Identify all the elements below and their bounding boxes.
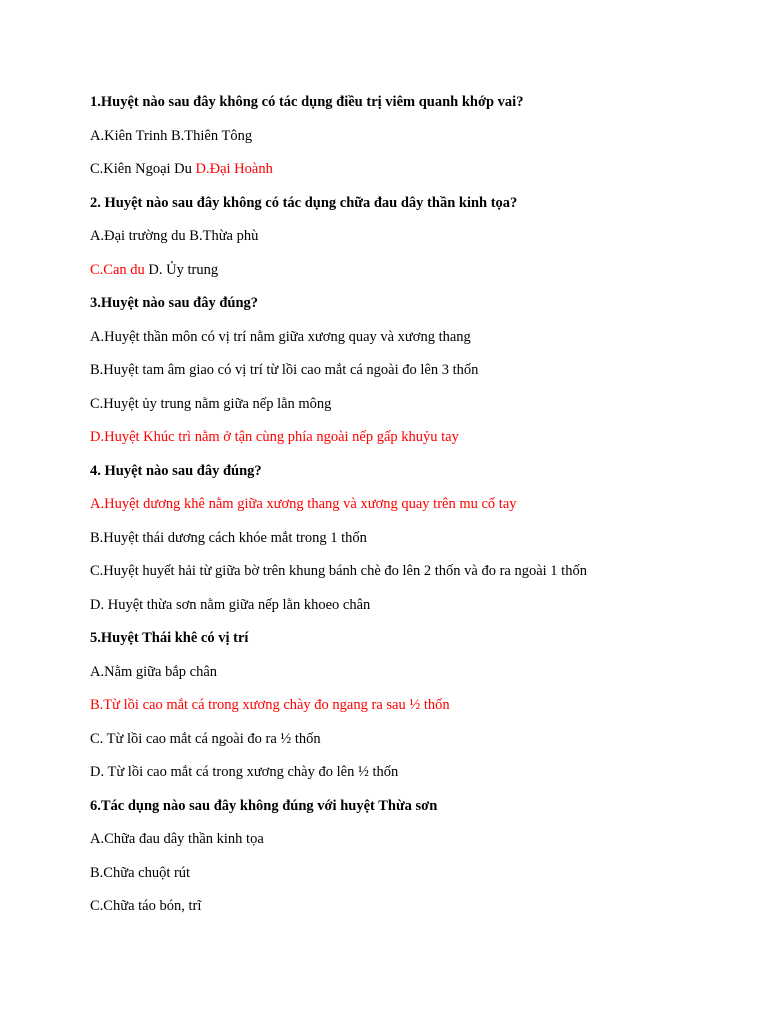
- q6-option-b: B.Chữa chuột rút: [90, 864, 191, 881]
- q3-option-a: A.Huyệt thần môn có vị trí nằm giữa xương quay và xương thang: [90, 328, 471, 345]
- question-2: 2. Huyệt nào sau đây không có tác dụng chữa đau dây thần kinh tọa?: [90, 194, 518, 211]
- q5-option-a: A.Nằm giữa bắp chân: [90, 663, 218, 680]
- quiz-content: [90, 92, 730, 930]
- q2-options-c-d: [90, 260, 730, 294]
- question-4: 4. Huyệt nào sau đây đúng?: [90, 462, 262, 479]
- q6-option-c: C.Chữa táo bón, trĩ: [90, 898, 202, 914]
- q5-option-c: C. Từ lồi cao mắt cá ngoài đo ra ½ thốn: [90, 730, 321, 747]
- q3-option-c: C.Huyệt ủy trung nằm giữa nếp lằn mông: [90, 395, 332, 412]
- q4-option-a-correct: A.Huyệt dương khê nằm giữa xương thang và xương quay trên mu cổ tay: [90, 496, 517, 512]
- q1-option-d-correct: D.Đại Hoành: [195, 161, 273, 177]
- q6-option-a: A.Chữa đau dây thần kinh tọa: [90, 831, 264, 847]
- question-1: 1.Huyệt nào sau đây không có tác dụng điều trị viêm quanh khớp vai?: [90, 94, 524, 110]
- question-3: 3.Huyệt nào sau đây đúng?: [90, 295, 259, 311]
- q5-option-d: D. Từ lồi cao mắt cá trong xương chày đo lên ½ thốn: [90, 764, 399, 780]
- q2-option-d: D. Ủy trung: [144, 261, 219, 278]
- q5-option-b-correct: B.Từ lồi cao mắt cá trong xương chày đo ngang ra sau ½ thốn: [90, 697, 450, 713]
- q3-option-d-correct: D.Huyệt Khúc trì nằm ở tận cùng phía ngoài nếp gấp khuỷu tay: [90, 429, 459, 445]
- q4-option-b: B.Huyệt thái dương cách khóe mắt trong 1 thốn: [90, 529, 367, 546]
- q4-option-c: C.Huyệt huyết hải từ giữa bờ trên khung bánh chè đo lên 2 thốn và đo ra ngoài 1 thốn: [90, 563, 587, 579]
- q1-option-c: C.Kiên Ngoại Du: [90, 161, 196, 177]
- question-6: 6.Tác dụng nào sau đây không đúng với huyệt Thừa sơn: [90, 797, 438, 814]
- question-5: 5.Huyệt Thái khê có vị trí: [90, 630, 249, 646]
- q2-option-c-correct: C.Can du: [90, 261, 145, 278]
- q1-options-c-d: [90, 159, 730, 193]
- q3-option-b: B.Huyệt tam âm giao có vị trí từ lồi cao mắt cá ngoài đo lên 3 thốn: [90, 362, 479, 378]
- q1-options-a-b: A.Kiên Trinh B.Thiên Tông: [90, 127, 253, 144]
- q4-option-d: D. Huyệt thừa sơn nằm giữa nếp lằn khoeo chân: [90, 596, 371, 613]
- q2-options-a-b: A.Đại trường du B.Thừa phù: [90, 228, 259, 244]
